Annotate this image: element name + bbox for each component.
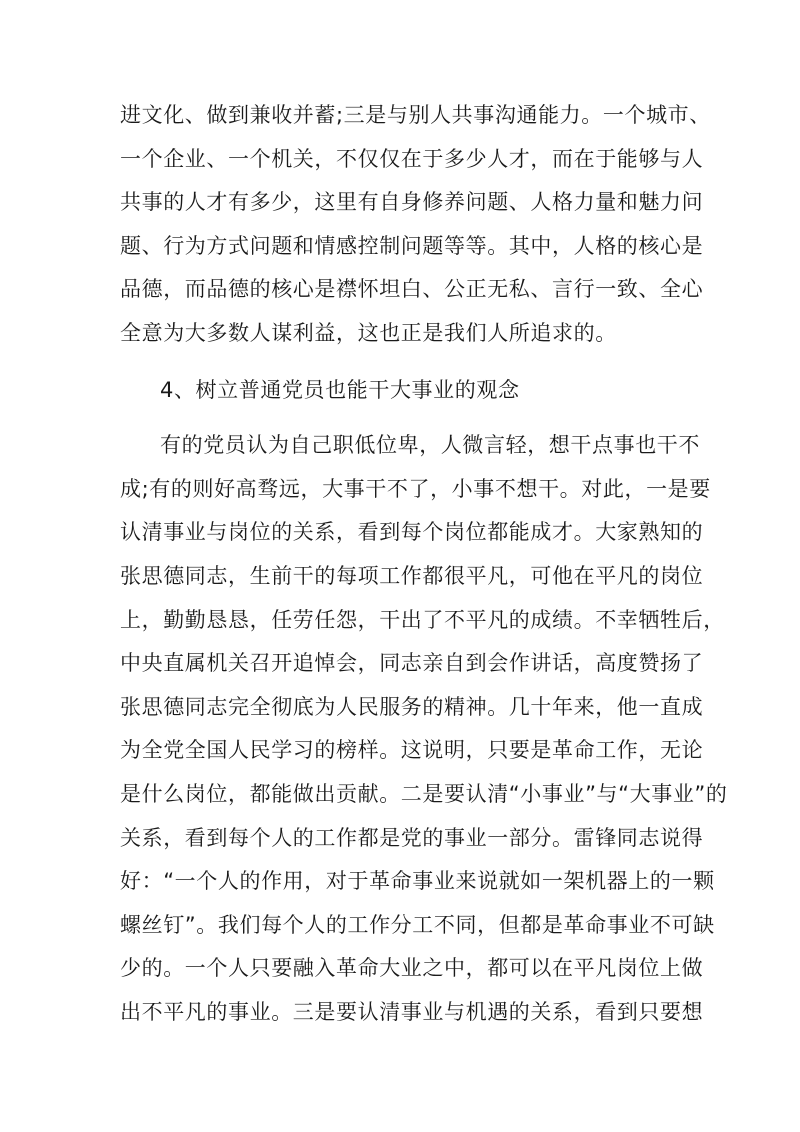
text-line: 中央直属机关召开追悼会，同志亲自到会作讲话，高度赞扬了 (120, 651, 704, 676)
text-line: 题、行为方式问题和情感控制问题等等。其中，人格的核心是 (120, 233, 704, 258)
text-line: 张思德同志完全彻底为人民服务的精神。几十年来，他一直成 (120, 694, 704, 719)
paragraph-1 (120, 94, 711, 356)
text-line: 螺丝钉”。我们每个人的工作分工不同，但都是革命事业不可缺 (120, 912, 715, 937)
section-heading: 4、树立普通党员也能干大事业的观念 (160, 377, 520, 402)
text-line: 出不平凡的事业。三是要认清事业与机遇的关系，看到只要想 (120, 999, 704, 1024)
text-line: 少的。一个人只要融入革命大业之中，都可以在平凡岗位上做 (120, 956, 704, 981)
text-line: 认清事业与岗位的关系，看到每个岗位都能成才。大家熟知的 (120, 520, 704, 545)
text-line: 关系，看到每个人的工作都是党的事业一部分。雷锋同志说得 (120, 825, 704, 850)
text-line: 好：“一个人的作用，对于革命事业来说就如一架机器上的一颗 (120, 869, 715, 894)
text-line: 全意为大多数人谋利益，这也正是我们人所追求的。 (120, 320, 617, 345)
document-page (120, 94, 728, 1034)
paragraph-2 (120, 424, 728, 1034)
text-line: 为全党全国人民学习的榜样。这说明，只要是革命工作，无论 (120, 738, 704, 763)
text-line: 上，勤勤恳恳，任劳任怨，干出了不平凡的成绩。不幸牺牲后， (120, 607, 725, 632)
text-line: 有的党员认为自己职低位卑，人微言轻，想干点事也干不 (160, 433, 700, 458)
text-line: 进文化、做到兼收并蓄;三是与别人共事沟通能力。一个城市、 (120, 103, 711, 127)
text-line: 共事的人才有多少，这里有自身修养问题、人格力量和魅力问 (120, 190, 704, 215)
text-line: 一个企业、一个机关，不仅仅在于多少人才，而在于能够与人 (120, 146, 704, 171)
text-line: 张思德同志，生前干的每项工作都很平凡，可他在平凡的岗位 (120, 563, 704, 588)
text-line: 品德，而品德的核心是襟怀坦白、公正无私、言行一致、全心 (120, 277, 704, 302)
text-line: 是什么岗位，都能做出贡献。二是要认清“小事业”与“大事业”的 (120, 781, 728, 806)
text-line: 成;有的则好高骛远，大事干不了，小事不想干。对此，一是要 (120, 476, 711, 501)
